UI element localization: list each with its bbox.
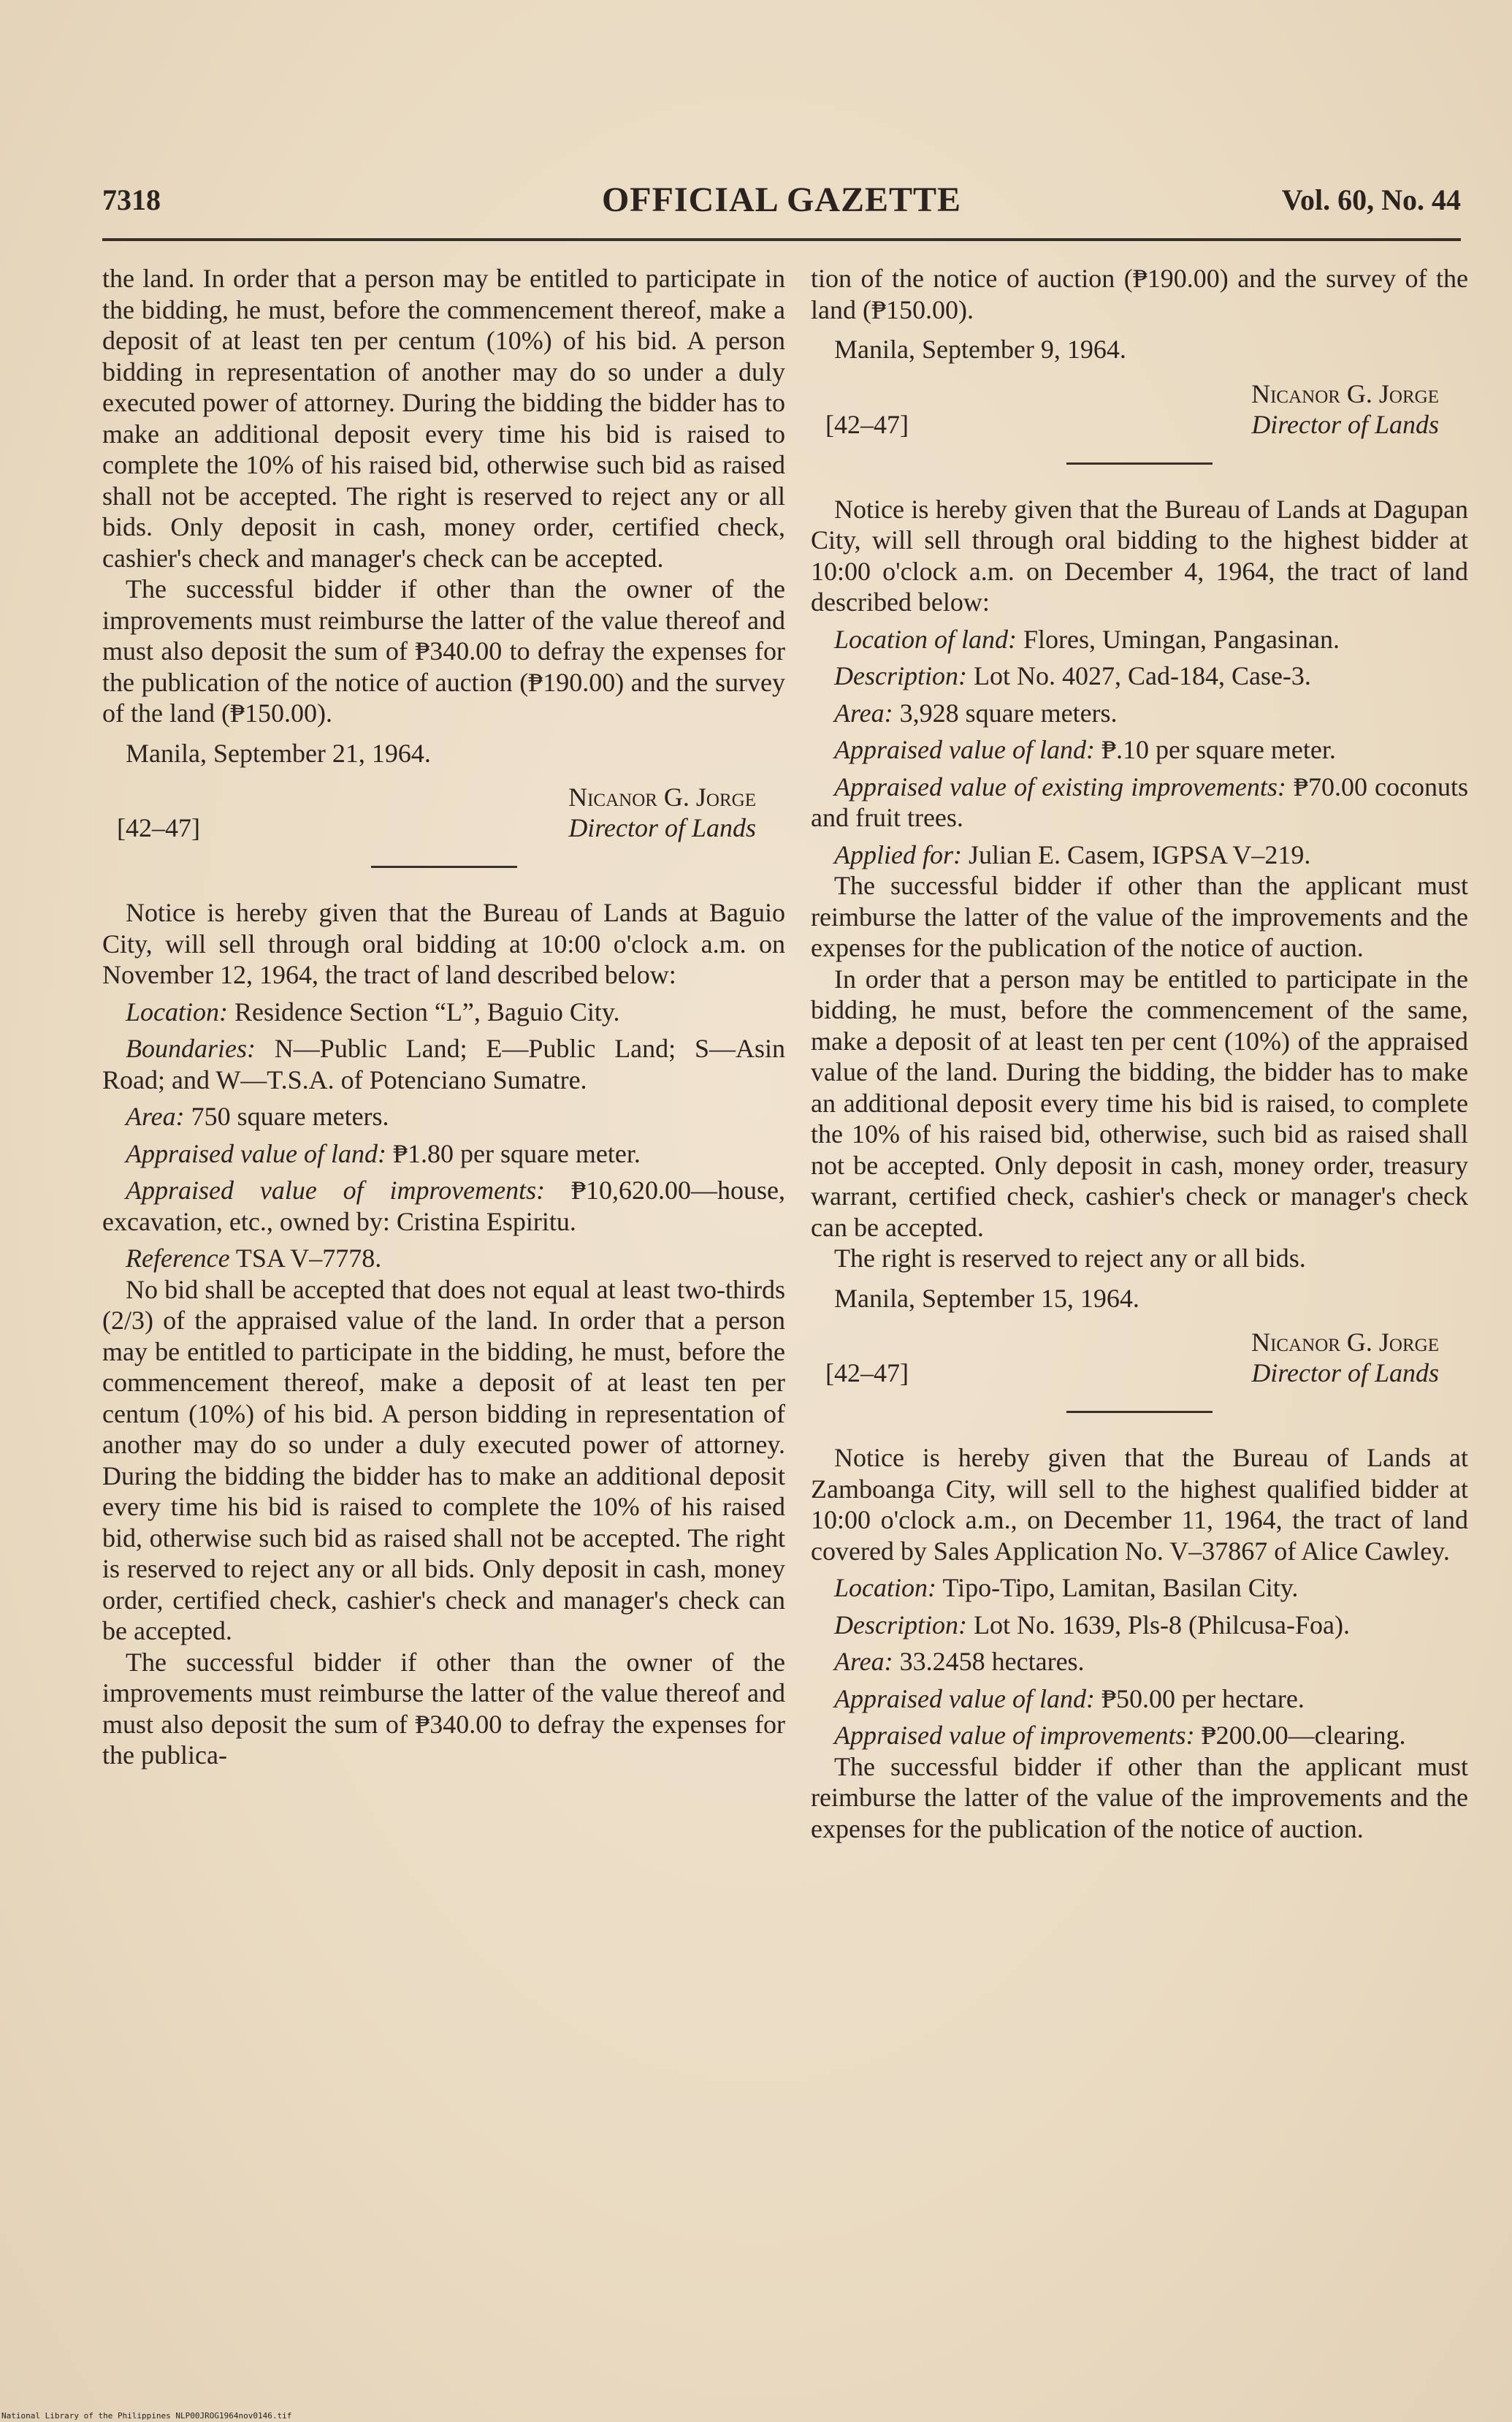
field-label: Reference — [126, 1244, 230, 1273]
field-label: Applied for: — [834, 839, 962, 869]
field-value: ₱.10 per square meter. — [1094, 735, 1336, 764]
left-column — [102, 263, 785, 1771]
paragraph: No bid shall be accepted that does not equal at least two-thirds (2/3) of the appraised value of the land. In order that a person may be entitled to participate in the bidding, he must, before the commencement thereof, make a deposit of at least ten per centum (10%) of his bid. A person bidding in representation of another may do so under a duly executed power of attorney. During the bidding the bidder has to make an additional deposit every time his bid is raised to complete the 10% of his raised bid, otherwise such bid as raised shall not be accepted. The right is reserved to reject any or all bids. Only deposit in cash, money order, certified check, cashier's check and manager's check can be accepted. — [102, 1274, 785, 1645]
right-column — [811, 263, 1468, 1844]
notice-field — [102, 1033, 785, 1095]
notice-field — [811, 698, 1468, 729]
notice-field — [811, 1683, 1468, 1715]
dateline: Manila, September 15, 1964. — [834, 1283, 1139, 1313]
field-label: Location of land: — [834, 624, 1017, 654]
field-label: Appraised value of land: — [834, 1683, 1095, 1713]
signature-block — [811, 378, 1468, 448]
notice-field — [102, 1175, 785, 1237]
signatory-title: Director of Lands — [568, 813, 756, 842]
field-value: Julian E. Casem, IGPSA V–219. — [961, 839, 1311, 869]
notice-intro: Notice is hereby given that the Bureau of Lands at Dagupan City, will sell through oral bidding to the highest bidder at 10:00 o'clock a.m. on December 4, 1964, the tract of land described below: — [811, 494, 1468, 617]
notice-field — [102, 1138, 785, 1170]
notice-field — [102, 1243, 785, 1274]
reference-code: [42–47] — [117, 813, 200, 842]
field-value: Tipo-Tipo, Lamitan, Basilan City. — [936, 1573, 1299, 1602]
field-value: Lot No. 1639, Pls-8 (Philcusa-Foa). — [966, 1610, 1350, 1640]
notice-field — [811, 1610, 1468, 1641]
publication-title: OFFICIAL GAZETTE — [601, 180, 962, 219]
field-value: N—Public Land; E—Public Land; S—Asin Road; and W—T.S.A. of Potenciano Sumatre. — [102, 1034, 785, 1094]
section-divider — [1066, 1411, 1213, 1413]
notice-field — [811, 772, 1468, 834]
field-label: Appraised value of land: — [834, 735, 1095, 764]
field-label: Area: — [834, 698, 893, 728]
paragraph: The successful bidder if other than the owner of the improvements must reimburse the latter of the value thereof and must also deposit the sum of ₱340.00 to defray the expenses for the publication of the notice of auction (₱190.00) and the survey of the land (₱150.00). — [102, 574, 785, 728]
field-label: Boundaries: — [126, 1034, 256, 1063]
field-value: Flores, Umingan, Pangasinan. — [1017, 624, 1340, 654]
notice-field — [102, 997, 785, 1028]
page-number: 7318 — [102, 183, 161, 216]
field-label: Appraised value of land: — [126, 1138, 386, 1168]
paragraph: The successful bidder if other than the applicant must reimburse the latter of the value of the improvements and the expenses for the publication of the notice of auction. — [811, 1751, 1468, 1843]
signatory-title: Director of Lands — [1251, 1358, 1439, 1387]
notice-field — [102, 1101, 785, 1132]
reference-code: [42–47] — [825, 409, 909, 439]
paragraph: the land. In order that a person may be entitled to participate in the bidding, he must, before the commencement thereof, make a deposit of at least ten per centum (10%) of his bid. A person bidding in representation of another may do so under a duly executed power of attorney. During the bidding the bidder has to make an additional deposit every time his bid is raised to complete the 10% of his raised bid, otherwise such bid as raised shall not be accepted. The right is reserved to reject any or all bids. Only deposit in cash, money order, certified check, cashier's check and manager's check can be accepted. — [102, 264, 785, 573]
dateline: Manila, September 21, 1964. — [126, 738, 431, 768]
field-value: Residence Section “L”, Baguio City. — [228, 997, 620, 1027]
signatory-name: Nicanor G. Jorge — [1251, 378, 1439, 408]
paragraph: The right is reserved to reject any or all bids. — [834, 1244, 1306, 1273]
paragraph: The successful bidder if other than the applicant must reimburse the latter of the value of the improvements and the expenses for the publication of the notice of auction. — [811, 871, 1468, 962]
page-header — [102, 174, 1461, 232]
field-value: ₱50.00 per hectare. — [1094, 1683, 1305, 1713]
notice-intro: Notice is hereby given that the Bureau of Lands at Zamboanga City, will sell to the highest qualified bidder at 10:00 o'clock a.m., on December 11, 1964, the tract of land covered by Sales Application No. V–37867 of Alice Cawley. — [811, 1443, 1468, 1566]
signature-block — [102, 782, 785, 851]
field-label: Appraised value of existing improvements: — [834, 772, 1286, 801]
field-label: Area: — [834, 1647, 893, 1676]
field-value: TSA V–7778. — [229, 1244, 382, 1273]
field-value: ₱1.80 per square meter. — [386, 1138, 641, 1168]
field-label: Description: — [834, 661, 967, 690]
section-divider — [371, 866, 517, 868]
volume-number: Vol. 60, No. 44 — [1281, 183, 1461, 216]
field-label: Appraised value of improvements: — [126, 1176, 546, 1205]
paragraph: tion of the notice of auction (₱190.00) and the survey of the land (₱150.00). — [811, 264, 1468, 324]
signatory-name: Nicanor G. Jorge — [1251, 1328, 1439, 1357]
notice-field — [811, 1720, 1468, 1751]
notice-field — [811, 734, 1468, 766]
signatory-name: Nicanor G. Jorge — [568, 782, 756, 812]
notice-intro: Notice is hereby given that the Bureau of Lands at Baguio City, will sell through oral bidding at 10:00 o'clock a.m. on November 12, 1964, the tract of land described below: — [102, 898, 785, 989]
notice-field — [811, 1572, 1468, 1604]
field-value: Lot No. 4027, Cad-184, Case-3. — [966, 661, 1311, 690]
field-value: 33.2458 hectares. — [893, 1647, 1085, 1676]
paragraph: The successful bidder if other than the owner of the improvements must reimburse the latter of the value thereof and must also deposit the sum of ₱340.00 to defray the expenses for the publica- — [102, 1647, 785, 1770]
dateline: Manila, September 9, 1964. — [834, 335, 1126, 364]
field-label: Location: — [834, 1573, 936, 1602]
section-divider — [1066, 462, 1213, 465]
notice-field — [811, 660, 1468, 692]
notice-field — [811, 1646, 1468, 1677]
reference-code: [42–47] — [825, 1358, 909, 1387]
paragraph: In order that a person may be entitled to participate in the bidding, he must, before the commencement of the same, make a deposit of at least ten per cent (10%) of the appraised value of the land. During the bidding, the bidder has to make an additional deposit every time his bid is raised, to complete the 10% of his raised bid, otherwise, such bid as raised shall not be accepted. Only deposit in cash, money order, treasury warrant, certified check, cashier's check or manager's check can be accepted. — [811, 964, 1468, 1242]
field-label: Area: — [126, 1102, 185, 1131]
signature-block — [811, 1327, 1468, 1396]
field-label: Description: — [834, 1610, 967, 1640]
scan-footer: National Library of the Philippines NLP00JROG1964nov0146.tif — [1, 2411, 292, 2421]
notice-field — [811, 839, 1468, 871]
field-value: ₱70.00 coconuts and fruit trees. — [811, 772, 1468, 832]
field-value: ₱10,620.00—house, excavation, etc., owned by: Cristina Espiritu. — [102, 1176, 785, 1236]
field-value: ₱200.00—clearing. — [1194, 1721, 1406, 1750]
signatory-title: Director of Lands — [1251, 409, 1439, 439]
field-value: 3,928 square meters. — [893, 698, 1118, 728]
field-label: Location: — [126, 997, 228, 1027]
header-rule — [102, 238, 1461, 241]
field-value: 750 square meters. — [184, 1102, 389, 1131]
notice-field — [811, 624, 1468, 655]
field-label: Appraised value of improvements: — [834, 1721, 1195, 1750]
